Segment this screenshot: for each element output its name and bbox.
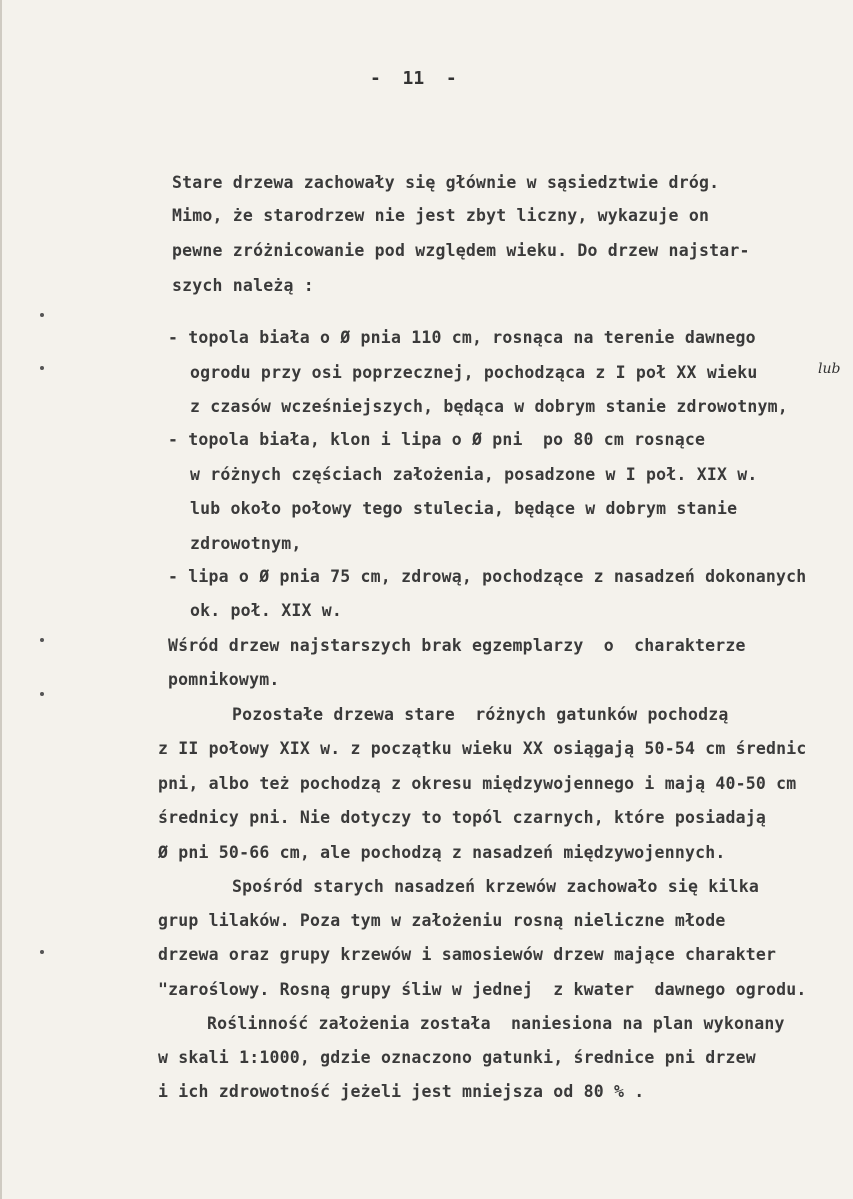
text-line: Pozostałe drzewa stare różnych gatunków pochodzą — [232, 705, 729, 724]
text-line: "zaroślowy. Rosną grupy śliw w jednej z kwater dawnego ogrodu. — [158, 980, 807, 999]
text-line: Wśród drzew najstarszych brak egzemplarzy o charakterze — [168, 636, 746, 655]
margin-mark — [40, 313, 44, 317]
margin-mark — [40, 366, 44, 370]
text-line: pni, albo też pochodzą z okresu międzywojennego i mają 40-50 cm — [158, 774, 797, 793]
margin-mark — [40, 692, 44, 696]
text-line: pomnikowym. — [168, 670, 280, 689]
text-line: ok. poł. XIX w. — [190, 601, 343, 620]
text-line: Roślinność założenia została naniesiona na plan wykonany — [207, 1014, 785, 1033]
text-line: Stare drzewa zachowały się głównie w sąsiedztwie dróg. — [172, 173, 720, 192]
text-line: z II połowy XIX w. z początku wieku XX osiągają 50-54 cm średnic — [158, 739, 807, 758]
handwritten-note: lub — [818, 361, 841, 377]
margin-mark — [40, 950, 44, 954]
text-line: zdrowotnym, — [190, 534, 302, 553]
text-line: drzewa oraz grupy krzewów i samosiewów drzew mające charakter — [158, 945, 777, 964]
text-line: - topola biała, klon i lipa o Ø pni po 80 cm rosnące — [168, 430, 706, 449]
text-line: Ø pni 50-66 cm, ale pochodzą z nasadzeń międzywojennych. — [158, 843, 726, 862]
page-number: - 11 - — [370, 68, 457, 89]
margin-mark — [40, 638, 44, 642]
text-line: średnicy pni. Nie dotyczy to topól czarnych, które posiadają — [158, 808, 767, 827]
text-line: - topola biała o Ø pnia 110 cm, rosnąca na terenie dawnego — [168, 328, 756, 347]
text-line: szych należą : — [172, 276, 314, 295]
text-line: w skali 1:1000, gdzie oznaczono gatunki, średnice pni drzew — [158, 1048, 756, 1067]
text-line: Mimo, że starodrzew nie jest zbyt liczny, wykazuje on — [172, 206, 710, 225]
text-line: - lipa o Ø pnia 75 cm, zdrową, pochodzące z nasadzeń dokonanych — [168, 567, 807, 586]
text-line: z czasów wcześniejszych, będąca w dobrym stanie zdrowotnym, — [190, 397, 788, 416]
text-line: ogrodu przy osi poprzecznej, pochodząca z I poł XX wieku — [190, 363, 758, 382]
text-line: i ich zdrowotność jeżeli jest mniejsza od 80 % . — [158, 1082, 645, 1101]
text-line: grup lilaków. Poza tym w założeniu rosną nieliczne młode — [158, 911, 726, 930]
text-line: w różnych częściach założenia, posadzone w I poł. XIX w. — [190, 465, 758, 484]
text-line: lub około połowy tego stulecia, będące w dobrym stanie — [190, 499, 738, 518]
text-line: Spośród starych nasadzeń krzewów zachowało się kilka — [232, 877, 759, 896]
text-line: pewne zróżnicowanie pod względem wieku. Do drzew najstar- — [172, 241, 750, 260]
